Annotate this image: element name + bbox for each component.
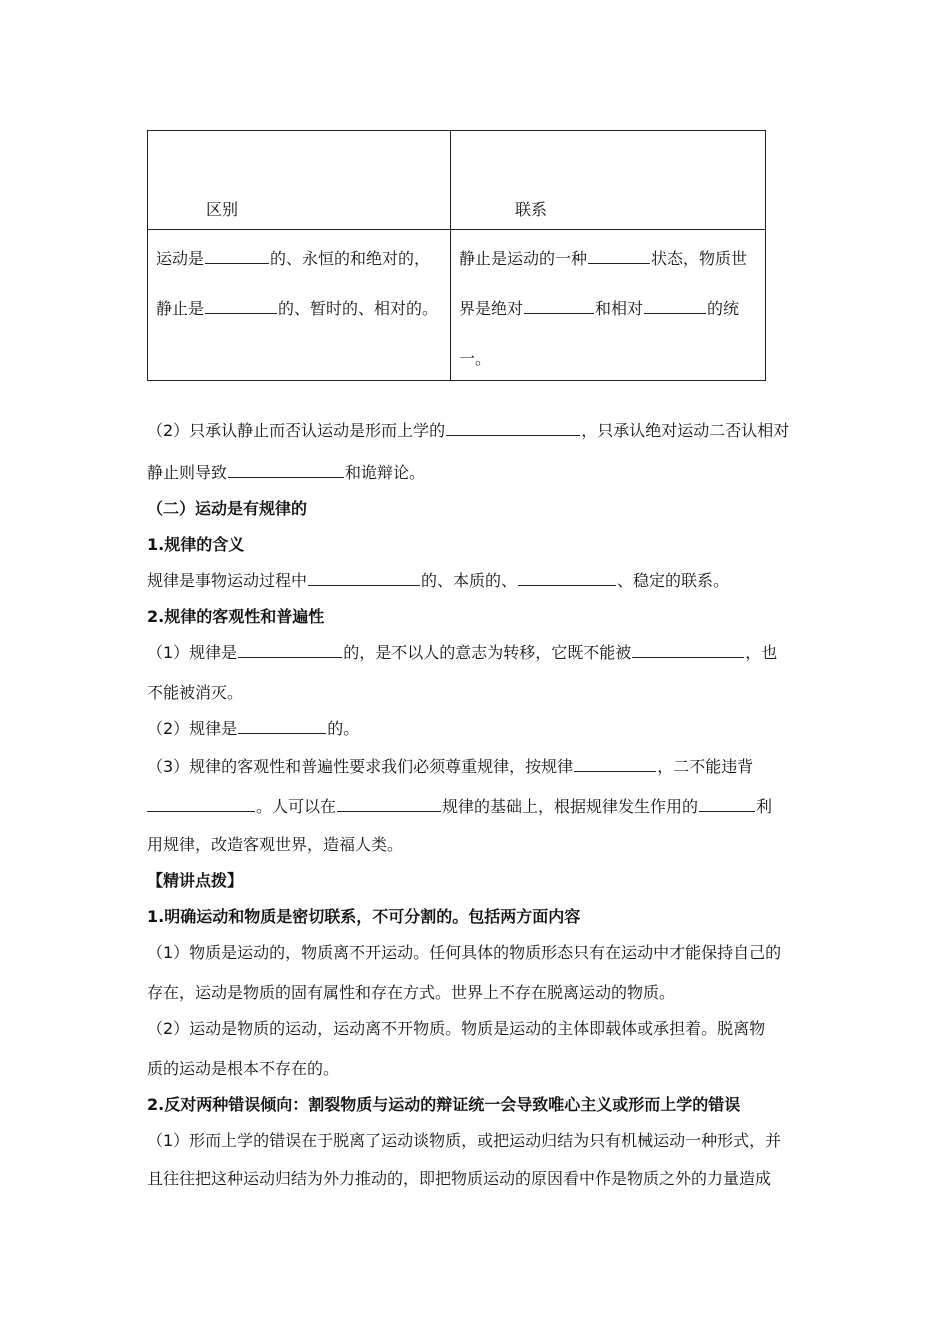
fill-blank[interactable]	[228, 463, 344, 478]
table-column-difference	[148, 131, 451, 380]
fill-blank[interactable]	[147, 797, 255, 812]
table-line: 一。	[459, 349, 492, 368]
fill-blank[interactable]	[205, 249, 269, 264]
law-definition: 规律是事物运动过程中 的、本质的、 、稳定的联系。	[147, 571, 730, 590]
law-point-3-cont: 。人可以在 规律的基础上，根据规律发生作用的 利	[147, 794, 772, 817]
jingjiang-p2-line-1: （2）运动是物质的运动，运动离不开物质。物质是运动的主体即载体或承担着。脱离物	[147, 1019, 766, 1038]
jingjiang-p3-line-2: 且往往把这种运动归结为外力推动的，即把物质运动的原因看中作是物质之外的力量造成	[147, 1169, 772, 1188]
question-2-line-1: （2）只承认静止而否认运动是形而上学的 ，只承认绝对运动二否认相对	[147, 421, 790, 440]
jingjiang-heading-1: 1.明确运动和物质是密切联系，不可分割的。包括两方面内容	[147, 907, 581, 926]
table-body-cell	[451, 230, 765, 380]
table-column-connection	[451, 131, 765, 380]
fill-blank[interactable]	[238, 643, 342, 658]
jingjiang-p1-line-1: （1）物质是运动的，物质离不开运动。任何具体的物质形态只有在运动中才能保持自己的	[147, 943, 782, 962]
table-header-cell	[451, 131, 765, 230]
fill-blank[interactable]	[574, 757, 656, 772]
law-heading-1: 1.规律的含义	[147, 535, 245, 554]
law-point-2: （2）规律是 的。	[147, 719, 360, 738]
header-connection: 联系	[515, 200, 548, 219]
fill-blank[interactable]	[632, 643, 744, 658]
header-difference: 区别	[206, 200, 239, 219]
jingjiang-title: 【精讲点拨】	[147, 871, 244, 890]
law-point-3: （3）规律的客观性和普遍性要求我们必须尊重规律，按规律 ，二不能违背	[147, 757, 754, 776]
jingjiang-p3-line-1: （1）形而上学的错误在于脱离了运动谈物质，或把运动归结为只有机械运动一种形式，并	[147, 1131, 782, 1150]
fill-blank[interactable]	[337, 797, 441, 812]
table-line: 静止是运动的一种 状态，物质世	[459, 249, 748, 268]
fill-blank[interactable]	[524, 299, 594, 314]
fill-blank[interactable]	[518, 571, 616, 586]
fill-blank[interactable]	[238, 719, 326, 734]
jingjiang-p1-line-2: 存在，运动是物质的固有属性和存在方式。世界上不存在脱离运动的物质。	[147, 983, 676, 1002]
jingjiang-heading-2: 2.反对两种错误倾向：割裂物质与运动的辩证统一会导致唯心主义或形而上学的错误	[147, 1095, 741, 1114]
table-line: 界是绝对 和相对 的统	[459, 299, 740, 318]
question-2-line-2: 静止则导致 和诡辩论。	[147, 463, 426, 482]
comparison-table	[147, 130, 766, 381]
fill-blank[interactable]	[644, 299, 706, 314]
law-point-1: （1）规律是 的，是不以人的意志为转移，它既不能被 ，也	[147, 643, 778, 662]
fill-blank[interactable]	[205, 299, 277, 314]
table-header-cell	[148, 131, 450, 230]
fill-blank[interactable]	[699, 797, 755, 812]
section-title: （二）运动是有规律的	[147, 499, 308, 518]
law-point-1-cont: 不能被消灭。	[147, 683, 244, 702]
law-point-3-end: 用规律，改造客观世界，造福人类。	[147, 835, 404, 854]
table-line: 静止是 的、暂时的、相对的。	[156, 299, 439, 318]
table-line: 运动是 的、永恒的和绝对的，	[156, 249, 431, 268]
table-body-cell	[148, 230, 450, 380]
fill-blank[interactable]	[308, 571, 420, 586]
fill-blank[interactable]	[446, 421, 580, 436]
fill-blank[interactable]	[588, 249, 650, 264]
jingjiang-p2-line-2: 质的运动是根本不存在的。	[147, 1059, 340, 1078]
law-heading-2: 2.规律的客观性和普遍性	[147, 607, 325, 626]
